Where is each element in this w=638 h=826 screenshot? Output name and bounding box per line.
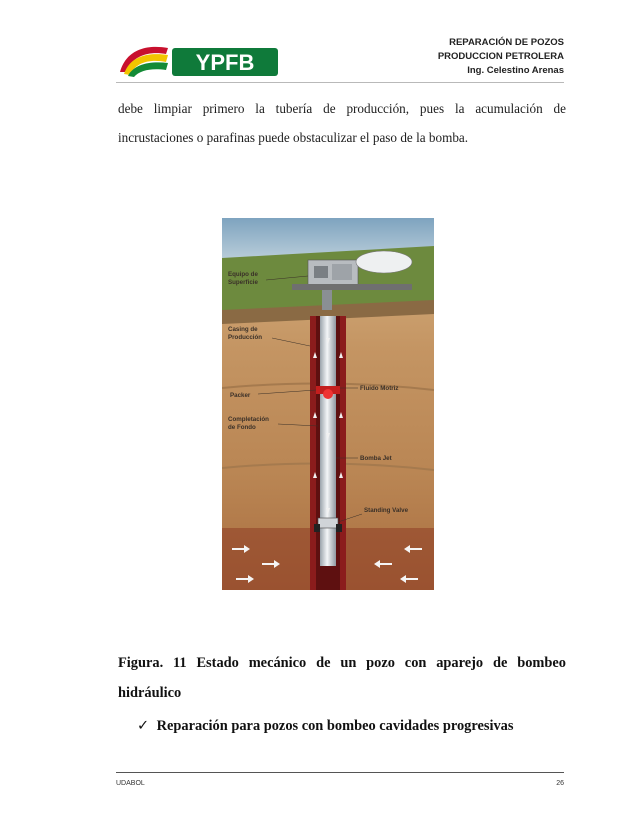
document-header	[438, 36, 564, 78]
ypfb-logo	[116, 42, 280, 80]
standing-valve	[318, 518, 338, 528]
footer-rule	[116, 772, 564, 773]
label-bottom-completion-2: de Fondo	[228, 424, 256, 431]
footer-institution: UDABOL	[116, 780, 145, 787]
well-illustration	[222, 218, 434, 590]
header-line-3: Ing. Celestino Arenas	[467, 65, 564, 76]
bullet-item	[137, 718, 577, 735]
label-standing-valve: Standing Valve	[364, 507, 409, 514]
motive-fluid-marker	[323, 389, 333, 399]
body-paragraph: debe limpiar primero la tubería de producción, pues la acumulación de incrustaciones o parafinas puede obstaculizar el paso de la bomba.	[118, 101, 566, 145]
header-line-1: REPARACIÓN DE POZOS	[449, 37, 564, 48]
check-icon: ✓	[137, 718, 150, 734]
label-production-casing-2: Producción	[228, 334, 263, 341]
header-rule	[116, 82, 564, 83]
label-bottom-completion-1: Completación	[228, 416, 269, 423]
bullet-text: Reparación para pozos con bombeo cavidades progresivas	[156, 718, 514, 734]
label-packer: Packer	[230, 392, 251, 399]
label-surface-equipment-2: Superficie	[228, 279, 258, 286]
label-production-casing-1: Casing de	[228, 326, 258, 333]
logo-text: YPFB	[195, 50, 255, 75]
tubing	[320, 316, 336, 566]
label-motive-fluid: Fluido Motriz	[360, 385, 399, 392]
label-surface-equipment-1: Equipo de	[228, 271, 258, 278]
figure-caption: Figura. 11 Estado mecánico de un pozo con aparejo de bombeo hidráulico	[118, 655, 566, 701]
ypfb-flag-emblem	[120, 47, 168, 77]
label-jet-pump: Bomba Jet	[360, 455, 392, 462]
well-diagram-figure	[222, 218, 434, 590]
page-number: 26	[556, 780, 564, 787]
header-line-2: PRODUCCION PETROLERA	[437, 51, 564, 62]
